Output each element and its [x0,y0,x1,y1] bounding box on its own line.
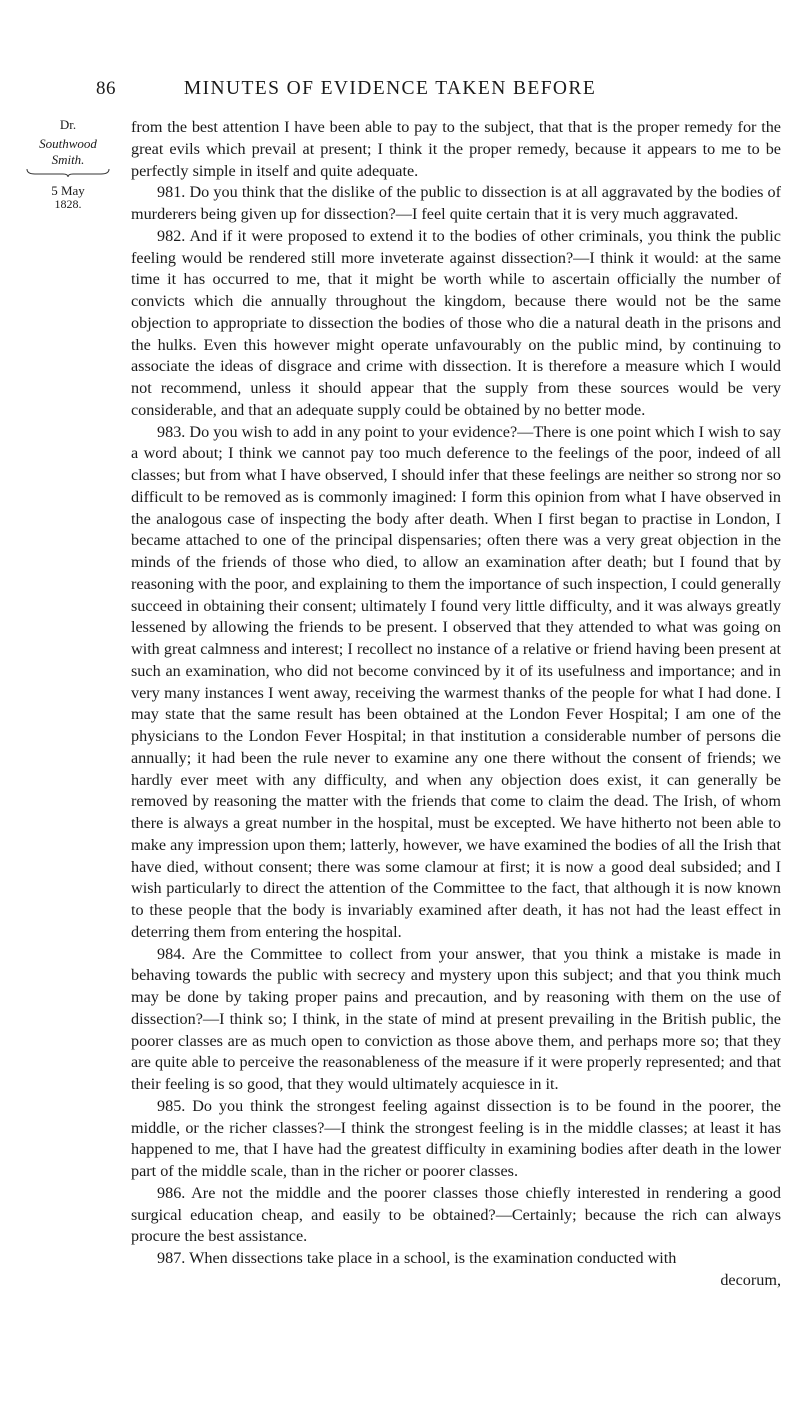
paragraph-continuation: from the best attention I have been able to pay to the subject, that that is the proper remedy for the great evils which prevail at present; I think it the proper remedy, because it appears to me to be perfectly simple in itself and quite adequate. [131,118,781,180]
page-header [0,78,800,104]
question-983: 983. Do you wish to add in any point to your evidence?—There is one point which I wish to say a word about; I think we cannot pay too much deference to the feelings of the poor, indeed of all classes; but from what I have observed, I should infer that these feelings are neither so strong nor so difficult to be removed as is commonly imagined: I form this opinion from what I have observed in the analogous case of inspecting the body after death. When I first began to practise in London, I became attached to one of the principal dispensaries; often there was a very great objection in the minds of the friends of those who died, to allow an examination after death; but I found that by reasoning with the poor, and explaining to them the importance of such inspection, I could generally succeed in obtaining their consent; ultimately I found very little difficulty, and it was always greatly lessened by allowing the friends to be present. I observed that they attended to what was going on with great calmness and interest; I recollect no instance of a relative or friend having been present at such an examination, who did not become convinced by it of its usefulness and importance; and in very many instances I went away, receiving the warmest thanks of the people for what I had done. I may state that the same result has been obtained at the London Fever Hospital; I am one of the physicians to the London Fever Hospital; in that institution a considerable number of persons die annually; it had been the rule never to examine any one there without the consent of friends; we hardly ever meet with any difficulty, and when any objection does exist, it can generally be removed by reasoning the matter with the friends that come to claim the dead. The Irish, of whom there is always a great number in the hospital, must be excepted. We have hitherto not been able to make any impression upon them; latterly, however, we have examined the bodies of all the Irish that have died, without consent; there was some clamour at first; it is now a good deal subsided; and I wish particularly to direct the attention of the Committee to the fact, that although it is now known to these people that the body is invariably examined after death, it has not had the least effect in deterring them from entering the hospital. [131,422,781,941]
margin-note-year: 1828. [54,197,82,211]
question-981: 981. Do you think that the dislike of the public to dissection is at all aggravated by the bodies of murderers being given up for dissection?—I feel quite certain that it is very much aggravated. [131,183,781,223]
margin-brace-icon [25,168,111,178]
margin-note-title: Dr. [59,117,77,132]
catchword: decorum, [720,1270,781,1289]
margin-note-date: 5 May [51,183,85,198]
running-head: MINUTES OF EVIDENCE TAKEN BEFORE [183,78,597,99]
margin-note-name: Southwood Smith. [39,136,97,167]
question-984: 984. Are the Committee to collect from your answer, that you think a mistake is made in behaving towards the public with secrecy and mystery upon this subject; and that you think much may be done by taking proper pains and precaution, and by reasoning with them on the use of dissection?—I think so; I think, in the state of mind at present prevailing in the British public, the poorer classes are as much open to conviction as those above them, and perhaps more so; that they are quite able to perceive the reasonableness of the measure if it were properly represented; and that their feeling is so good, that they would ultimately acquiesce in it. [131,944,781,1093]
margin-note [22,117,114,211]
question-986: 986. Are not the middle and the poorer classes those chiefly interested in rendering a good surgical education cheap, and easily to be obtained?—Certainly; because the rich can always procure the best assistance. [131,1183,781,1246]
question-982: 982. And if it were proposed to extend it to the bodies of other criminals, you think the public feeling would be rendered still more inveterate against dissection?—I think it would: at the same time it has occurred to me, that it might be worth while to ascertain officially the number of convicts which die annually throughout the kingdom, because there would not be the same objection to appropriate to dissection the bodies of those who die a natural death in the prisons and the hulks. Even this however might operate unfavourably on the public mind, by continuing to associate the ideas of disgrace and crime with dissection. It is therefore a measure which I would not recommend, unless it should appear that the supply from these sources would be very considerable, and that an adequate supply could be obtained by no better mode. [131,226,781,419]
page-number: 86 [96,78,116,99]
question-985: 985. Do you think the strongest feeling against dissection is to be found in the poorer, the middle, or the richer classes?—I think the strongest feeling is in the middle classes; at least it has happened to me, that I have had the greatest difficulty in examining bodies after death in the lower part of the middle scale, than in the richer or poorer classes. [131,1096,781,1180]
question-987: 987. When dissections take place in a school, is the examination conducted with [157,1249,677,1267]
body-text [131,117,781,1292]
